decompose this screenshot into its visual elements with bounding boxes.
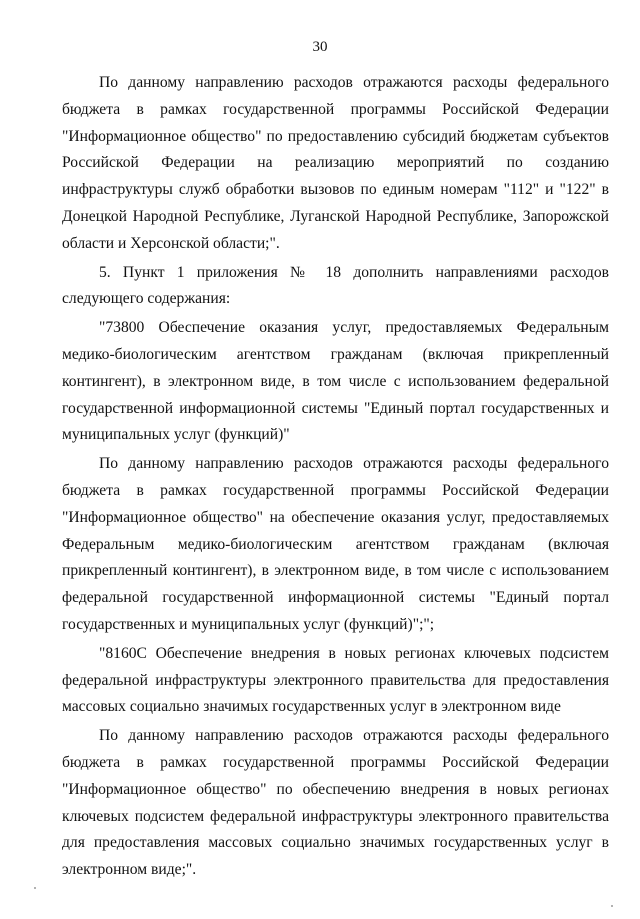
paragraph-expense-description-8160c: По данному направлению расходов отражаются расходы федерального бюджета в рамках государственной программы Российской Федерации "Информационное общество" по обеспечению внедрения в новых регионах ключевых подсистем федеральной инфраструктуры электронного правительства для предоставления массовых социально значимых государственных услуг в электронном виде;". [62,727,609,879]
scan-speck [611,905,613,907]
paragraph-expense-description-73800: По данному направлению расходов отражаются расходы федерального бюджета в рамках государственной программы Российской Федерации "Информационное общество" на обеспечение оказания услуг, предоставляемых Федеральным медико-биологическим агентством гражданам (включая прикрепленный контингент), в электронном виде, в том числе с использованием федеральной государственной информационной системы "Единый портал государственных и муниципальных услуг (функций)";"; [62,455,609,633]
document-body [62,70,609,884]
paragraph-code-8160c: "8160С Обеспечение внедрения в новых регионах ключевых подсистем федеральной инфраструктуры электронного правительства для предоставления массовых социально значимых государственных услуг в электронном виде [62,644,609,716]
paragraph-expense-description-112-122: По данному направлению расходов отражаются расходы федерального бюджета в рамках государственной программы Российской Федерации "Информационное общество" по предоставлению субсидий бюджетам субъектов Российской Федерации на реализацию мероприятий по созданию инфраструктуры служб обработки вызовов по единым номерам "112" и "122" в Донецкой Народной Республике, Луганской Народной Республике, Запорожской области и Херсонской области;". [62,74,609,252]
page-number: 30 [312,39,328,55]
paragraph-item-5-amendment: 5. Пункт 1 приложения № 18 дополнить направлениями расходов следующего содержания: [62,263,609,308]
scan-speck [34,887,36,889]
paragraph-code-73800: "73800 Обеспечение оказания услуг, предоставляемых Федеральным медико-биологическим агентством гражданам (включая прикрепленный контингент), в электронном виде, в том числе с использованием федеральной государственной информационной системы "Единый портал государственных и муниципальных услуг (функций)" [62,319,609,444]
